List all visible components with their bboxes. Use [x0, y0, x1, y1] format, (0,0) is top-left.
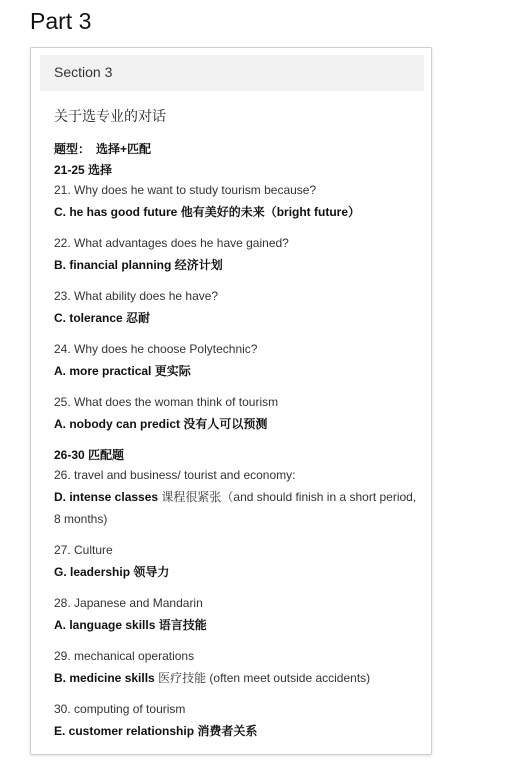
- question-type-label: 题型：: [54, 142, 91, 156]
- question-text: 27. Culture: [54, 543, 113, 557]
- answer-note: 课程很紧张（and should finish in a short period, 8 months): [54, 490, 417, 526]
- answer-option: C. tolerance: [54, 311, 123, 325]
- answer-note: 更实际: [154, 364, 191, 378]
- question-text: 23. What ability does he have?: [54, 289, 219, 303]
- answer-note: 没有人可以预测: [183, 417, 268, 431]
- question-item: [54, 593, 424, 636]
- answer-option: A. nobody can predict: [54, 417, 181, 431]
- answer-text: [54, 614, 424, 636]
- answer-option: A. language skills: [54, 618, 156, 632]
- answer-note: 语言技能: [158, 618, 207, 632]
- answer-text: [54, 254, 424, 276]
- question-item: [54, 233, 424, 276]
- answer-text: [54, 486, 424, 530]
- question-text: 22. What advantages does he have gained?: [54, 236, 289, 250]
- answer-text: [54, 201, 424, 223]
- answer-text: [54, 667, 424, 689]
- answer-text: [54, 720, 424, 742]
- group-range-heading: 26-30 匹配题: [54, 448, 125, 462]
- answer-option: E. customer relationship: [54, 724, 195, 738]
- answer-option: A. more practical: [54, 364, 152, 378]
- question-item: [54, 392, 424, 435]
- question-text: 28. Japanese and Mandarin: [54, 596, 203, 610]
- answer-text: [54, 307, 424, 329]
- answer-option: D. intense classes: [54, 490, 159, 504]
- section-header: Section 3: [40, 55, 424, 91]
- answer-text: [54, 413, 424, 435]
- question-text: 30. computing of tourism: [54, 702, 186, 716]
- question-item: [54, 699, 424, 742]
- answer-option: C. he has good future: [54, 205, 178, 219]
- question-text: 26. travel and business/ tourist and economy:: [54, 468, 296, 482]
- part-title: Part 3: [30, 8, 92, 34]
- question-text: 29. mechanical operations: [54, 649, 195, 663]
- question-item: [54, 180, 424, 223]
- question-item: [54, 339, 424, 382]
- section-topic: 关于选专业的对话: [54, 108, 166, 124]
- answer-note: 消费者关系: [197, 724, 258, 738]
- question-text: 24. Why does he choose Polytechnic?: [54, 342, 258, 356]
- question-item: [54, 646, 424, 689]
- question-text: 21. Why does he want to study tourism because?: [54, 183, 317, 197]
- answer-note: 经济计划: [174, 258, 223, 272]
- answer-note: 领导力: [133, 565, 170, 579]
- answer-option: G. leadership: [54, 565, 131, 579]
- question-type-value: 选择+匹配: [96, 142, 152, 156]
- answer-note: 忍耐: [126, 311, 151, 325]
- answer-text: [54, 561, 424, 583]
- answer-option: B. financial planning: [54, 258, 172, 272]
- answer-option: B. medicine skills: [54, 671, 155, 685]
- question-item: [54, 540, 424, 583]
- question-item: [54, 286, 424, 329]
- group-range-heading: 21-25 选择: [54, 163, 113, 177]
- answer-note: 他有美好的未来（bright future）: [180, 205, 361, 219]
- section-content: [54, 106, 424, 752]
- question-text: 25. What does the woman think of tourism: [54, 395, 279, 409]
- answer-text: [54, 360, 424, 382]
- answer-note: 医疗技能 (often meet outside accidents): [158, 671, 371, 685]
- question-item: [54, 465, 424, 530]
- section-panel: [30, 47, 432, 755]
- question-type: [54, 138, 424, 160]
